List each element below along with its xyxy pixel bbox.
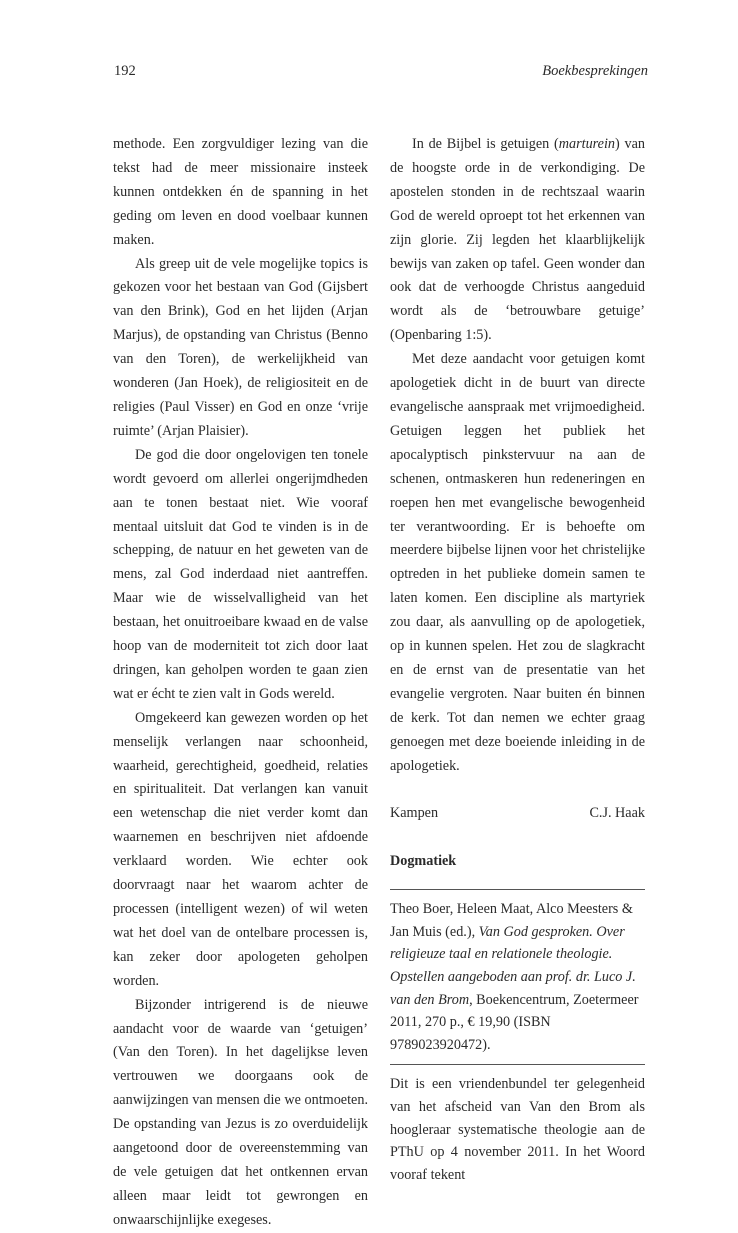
book-title: Van God gesproken. Over religieuze taal en relationele theologie. Opstellen aangeboden aan prof. dr. Luco J. van den Brom [390,923,636,1008]
review-signature [390,802,645,826]
review-body [390,1073,645,1186]
paragraph: methode. Een zorgvuldiger lezing van die tekst had de meer missionaire insteek kunnen ontdekken én de spanning in het geding om leven en dood voelbaar kunnen maken. [113,136,368,248]
paragraph: Als greep uit de vele mogelijke topics is gekozen voor het bestaan van God (Gijsbert van den Brink), God en het lijden (Arjan Marjus), de opstanding van Christus (Benno van den Toren), de werkelijkheid van wonderen (Jan Hoek), de religiositeit en de religies (Paul Visser) en God en onze ‘vrije ruimte’ (Arjan Plaisier). [113,255,368,439]
signature-place: Kampen [390,805,439,822]
paragraph: Bijzonder intrigerend is de nieuwe aandacht voor de waarde van ‘getuigen’ (Van den Toren). In het dagelijkse leven vertrouwen we doorgaans ook de aanwijzingen van mensen die we ontmoeten. De opstanding van Jezus is zo overduidelijk aangetoond door de overeenstemming van de vele getuigen dat het ontkennen ervan alleen maar leidt tot gewrongen en onwaarschijnlijke exegeses. [113,996,368,1228]
italic-term: marturein [558,136,616,152]
paragraph: Omgekeerd kan gewezen worden op het menselijk verlangen naar schoonheid, waarheid, gerechtigheid, goedheid, relaties en spiritualiteit. Dat verlangen kan vanuit een wetenschap die niet verder komt dan waarnemen en beschrijven niet afdoende verklaard worden. Wie echter ook doorvraagt naar het waarom achter de processen (intelligent wezen) of wil weten wat het doel van de ontelbare processen is, kan zeker door apologeten geholpen worden. [113,709,368,989]
paragraph [390,133,645,348]
signature-author: C.J. Haak [589,805,645,822]
book-editors: Theo Boer, Heleen Maat, Alco Meesters & Jan Muis (ed.), [390,901,633,940]
book-citation [390,890,645,1064]
running-head: Boekbesprekingen [542,63,648,79]
divider [390,1064,645,1065]
section-title: Dogmatiek [390,853,457,870]
book-details: , Boekencentrum, Zoetermeer 2011, 270 p., € 19,90 (ISBN 9789023920472). [390,991,639,1053]
paragraph: Met deze aandacht voor getuigen komt apologetiek dicht in de buurt van directe evangelische aanspraak met vrijmoedigheid. Getuigen leggen het publiek het apocalyptisch pinkstervuur na aan de schenen, ontmaskeren hun redeneringen en roepen hen met evangelische bewogenheid ter verantwoording. Er is behoefte om meerdere bijbelse lijnen voor het christelijke optreden in het publieke domein samen te laten komen. Een discipline als martyriek zou daar, als aanvulling op de apologetiek, op in kunnen spelen. Het zou de slagkracht en de ernst van de presentatie van het evangelie vergroten. Naar buiten én binnen de kerk. Tot dan nemen we echter graag genoegen met deze boeiende inleiding in de apologetiek. [390,351,645,774]
paragraph: Dit is een vriendenbundel ter gelegenheid van het afscheid van Van den Brom als hoogleraar systematische theologie aan de PThU op 4 november 2011. In het Woord vooraf tekent [390,1076,645,1183]
text-run: In de Bijbel is getuigen ( [412,136,559,152]
page-number: 192 [114,63,136,79]
text-run: ) van de hoogste orde in de verkondiging. De apostelen stonden in de rechtszaal waarin God de wereld oproept tot het erkennen van zijn glorie. Zij legden het klaarblijkelijk bewijs van zaken op tafel. Geen wonder dan ook dat de verhoogde Christus aangeduid wordt als de ‘betrouwbare getuige’ (Openbaring 1:5). [390,136,645,344]
paragraph: De god die door ongelovigen ten tonele wordt gevoerd om allerlei ongerijmdheden aan te tonen bestaat niet. Wie vooraf mentaal uitsluit dat God te vinden is in de schepping, de natuur en het geweten van de mens, zal God inderdaad niet aantreffen. Maar wie de wisselvalligheid van het bestaan, het onuitroeibare kwaad en de valse hoop van de moderniteit tot zich door laat dringen, kan geholpen worden te gaan zien wat er écht te zien valt in Gods wereld. [113,446,368,702]
right-column [390,133,645,1186]
